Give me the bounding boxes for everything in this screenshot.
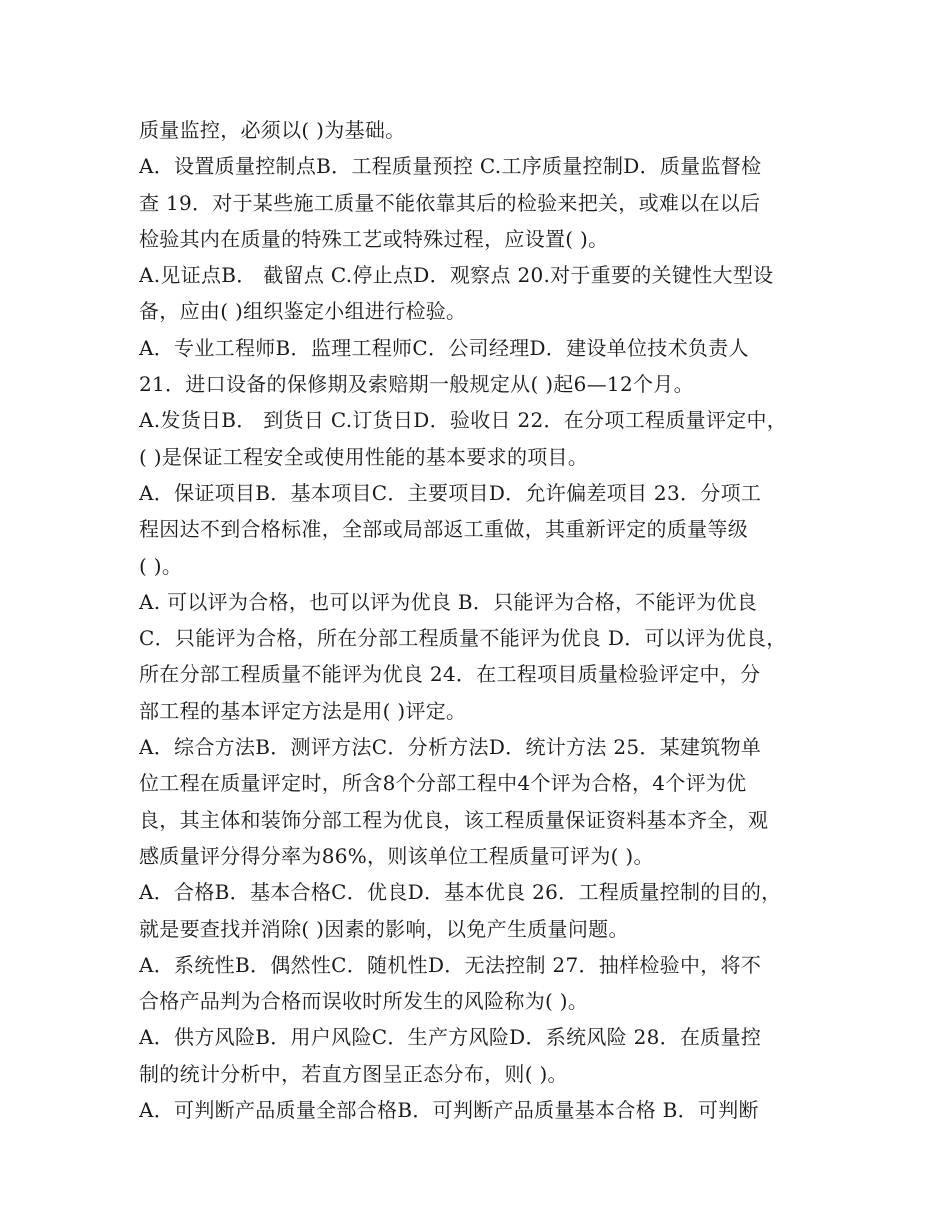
- text-line: A．综合方法B．测评方法C．分析方法D．统计方法 25．某建筑物单: [139, 735, 762, 760]
- text-line: 感质量评分得分率为86%，则该单位工程质量可评为( )。: [139, 843, 654, 868]
- text-line: 程因达不到合格标准，全部或局部返工重做，其重新评定的质量等级: [139, 517, 748, 542]
- text-line: 部工程的基本评定方法是用( )评定。: [139, 698, 467, 723]
- text-line: 合格产品判为合格而误收时所发生的风险称为( )。: [139, 989, 589, 1014]
- text-line: 位工程在质量评定时，所含8个分部工程中4个评为合格，4个评为优: [139, 771, 747, 796]
- text-line: A．可判断产品质量全部合格B．可判断产品质量基本合格 B．可判断: [139, 1098, 759, 1123]
- question-text-block: [139, 112, 829, 1128]
- text-line: ( )。: [139, 553, 183, 578]
- text-line: 所在分部工程质量不能评为优良 24．在工程项目质量检验评定中，分: [139, 662, 761, 687]
- text-line: 就是要查找并消除( )因素的影响，以免产生质量问题。: [139, 916, 629, 941]
- text-line: A．专业工程师B．监理工程师C．公司经理D．建设单位技术负责人: [139, 335, 749, 360]
- text-line: 备，应由( )组织鉴定小组进行检验。: [139, 299, 467, 324]
- text-line: A．保证项目B．基本项目C．主要项目D．允许偏差项目 23．分项工: [139, 480, 762, 505]
- text-line: A．系统性B．偶然性C．随机性D．无法控制 27．抽样检验中，将不: [139, 952, 762, 977]
- text-line: 质量监控，必须以( )为基础。: [139, 118, 406, 142]
- text-line: ( )是保证工程安全或使用性能的基本要求的项目。: [139, 444, 589, 469]
- text-line: A．合格B．基本合格C．优良D．基本优良 26．工程质量控制的目的，: [139, 880, 782, 905]
- text-line: A．设置质量控制点B．工程质量预控 C.工序质量控制D．质量监督检: [139, 154, 762, 179]
- text-line: C．只能评为合格，所在分部工程质量不能评为优良 D．可以评为优良，: [139, 626, 787, 651]
- text-line: A. 可以评为合格，也可以评为优良 B．只能评为合格，不能评为优良: [139, 589, 758, 614]
- text-line: A.见证点B． 截留点 C.停止点D．观察点 20.对于重要的关键性大型设: [139, 263, 774, 288]
- text-line: 良，其主体和装饰分部工程为优良，该工程质量保证资料基本齐全，观: [139, 807, 769, 832]
- text-line: A．供方风险B．用户风险C．生产方风险D．系统风险 28．在质量控: [139, 1025, 762, 1050]
- text-line: A.发货日B． 到货日 C.订货日D．验收日 22．在分项工程质量评定中，: [139, 408, 788, 433]
- text-line: 检验其内在质量的特殊工艺或特殊过程，应设置( )。: [139, 226, 609, 251]
- text-line: 制的统计分析中，若直方图呈正态分布，则( )。: [139, 1061, 568, 1086]
- text-line: 查 19．对于某些施工质量不能依靠其后的检验来把关，或难以在以后: [139, 190, 761, 215]
- text-line: 21．进口设备的保修期及索赔期一般规定从( )起6—12个月。: [139, 372, 694, 397]
